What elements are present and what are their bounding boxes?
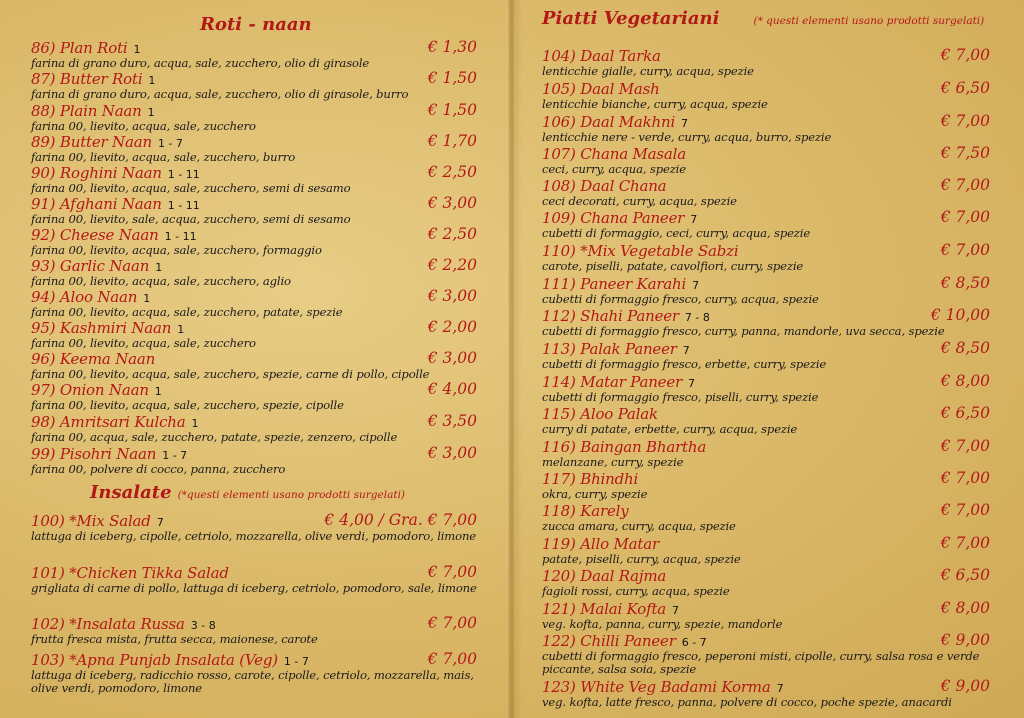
dish-price: € 8,50 <box>940 339 990 357</box>
dish-name: 96) Keema Naan <box>31 350 156 368</box>
dish-price: € 7,00 <box>940 534 990 552</box>
dish-ingredients: curry di patate, erbette, curry, acqua, spezie <box>542 422 798 436</box>
menu-item-header <box>31 69 510 88</box>
menu-item <box>512 599 1024 631</box>
dish-name: 93) Garlic Naan <box>31 257 150 275</box>
menu-item <box>512 677 1024 709</box>
dish-ingredients: lenticchie nere - verde, curry, acqua, burro, spezie <box>542 130 832 144</box>
dish-name: 89) Butter Naan <box>31 133 152 151</box>
vegetariani-title-row <box>542 8 984 29</box>
menu-item-header <box>31 650 510 669</box>
dish-name: 102) *Insalata Russa <box>31 615 185 633</box>
dish-name: 110) *Mix Vegetable Sabzi <box>542 242 739 260</box>
allergen-codes: 7 <box>681 117 689 130</box>
dish-name: 118) Karely <box>542 502 629 520</box>
dish-price: € 2,50 <box>427 225 477 243</box>
dish-price: € 7,00 <box>940 501 990 519</box>
dish-name: 91) Afghani Naan <box>31 195 162 213</box>
dish-price: € 2,00 <box>427 318 477 336</box>
menu-item-header <box>31 256 510 275</box>
menu-item-header <box>31 163 510 182</box>
dish-name: 105) Daal Mash <box>542 80 660 98</box>
dish-ingredients: lenticchie gialle, curry, acqua, spezie <box>542 64 754 78</box>
menu-item-header <box>31 225 510 244</box>
dish-name: 122) Chilli Paneer <box>542 632 676 650</box>
allergen-codes: 1 <box>147 106 155 119</box>
dish-name: 115) Aloo Palak <box>542 405 658 423</box>
menu-item <box>0 349 510 381</box>
dish-name: 112) Shahi Paneer <box>542 307 679 325</box>
menu-item-header <box>542 306 1024 325</box>
menu-item <box>0 256 510 288</box>
dish-ingredients: cubetti di formaggio fresco, peperoni misti, cipolle, curry, salsa rosa e verde piccante, salsa soia, spezie <box>542 649 980 676</box>
menu-item-header <box>542 534 1024 553</box>
dish-name: 92) Cheese Naan <box>31 226 159 244</box>
dish-ingredients: farina 00, lievito, acqua, sale, zucchero <box>31 336 256 350</box>
menu-item <box>512 501 1024 533</box>
allergen-codes: 1 <box>191 417 199 430</box>
allergen-codes: 7 <box>692 279 700 292</box>
allergen-codes: 1 <box>154 385 162 398</box>
menu-item-header <box>31 101 510 120</box>
dish-ingredients: lattuga di iceberg, radicchio rosso, carote, cipolle, cetriolo, mozzarella, mais, olive verdi, pomodoro, limone <box>31 668 474 695</box>
allergen-codes: 1 <box>148 74 156 87</box>
dish-name: 95) Kashmiri Naan <box>31 319 172 337</box>
menu-item <box>512 566 1024 598</box>
menu-item <box>512 176 1024 208</box>
dish-price: € 9,00 <box>940 677 990 695</box>
dish-price: € 9,00 <box>940 631 990 649</box>
allergen-codes: 7 <box>682 344 690 357</box>
menu-item-header <box>542 404 1024 423</box>
menu-item <box>0 650 510 694</box>
dish-price: € 7,00 <box>427 563 477 581</box>
menu-item <box>512 112 1024 144</box>
menu-item-header <box>542 79 1024 98</box>
dish-ingredients: cubetti di formaggio fresco, curry, acqua, spezie <box>542 292 819 306</box>
dish-price: € 7,00 <box>940 176 990 194</box>
allergen-codes: 1 - 11 <box>167 168 200 181</box>
menu-item-header <box>542 144 1024 163</box>
dish-ingredients: okra, curry, spezie <box>542 487 648 501</box>
menu-item <box>512 469 1024 501</box>
dish-price: € 7,00 <box>940 241 990 259</box>
dish-ingredients: farina 00, lievito, acqua, sale, zucchero, patate, spezie <box>31 305 343 319</box>
dish-name: 114) Matar Paneer <box>542 373 683 391</box>
menu-item <box>512 339 1024 371</box>
allergen-codes: 1 - 11 <box>164 230 197 243</box>
dish-price: € 3,00 <box>427 349 477 367</box>
menu-item-header <box>31 38 510 57</box>
menu-item <box>0 412 510 444</box>
menu-item <box>0 380 510 412</box>
menu-item-header <box>542 208 1024 227</box>
menu-item-header <box>542 599 1024 618</box>
menu-item <box>512 241 1024 273</box>
menu-item <box>512 534 1024 566</box>
menu-item <box>512 208 1024 240</box>
dish-name: 121) Malai Kofta <box>542 600 667 618</box>
dish-name: 88) Plain Naan <box>31 102 142 120</box>
menu-item-header <box>31 380 510 399</box>
menu-item <box>512 79 1024 111</box>
menu-item-header <box>542 176 1024 195</box>
menu-item-header <box>542 677 1024 696</box>
menu-item <box>0 225 510 257</box>
allergen-codes: 1 <box>143 292 151 305</box>
menu-item-header <box>31 563 510 582</box>
dish-price: € 4,00 <box>427 380 477 398</box>
dish-price: € 3,00 <box>427 444 477 462</box>
vegetariani-note: (* questi elementi usano prodotti surgelati) <box>753 15 985 27</box>
dish-ingredients: farina 00, lievito, acqua, sale, zucchero, spezie, cipolle <box>31 398 344 412</box>
menu-item-header <box>542 339 1024 358</box>
allergen-codes: 1 <box>133 43 141 56</box>
menu-item <box>0 614 510 646</box>
menu-item <box>512 631 1024 675</box>
insalate-title: Insalate <box>90 482 172 503</box>
dish-name: 100) *Mix Salad <box>31 512 151 530</box>
dish-price: € 3,00 <box>427 194 477 212</box>
dish-ingredients: zucca amara, curry, acqua, spezie <box>542 519 736 533</box>
menu-item <box>512 437 1024 469</box>
dish-ingredients: farina 00, lievito, acqua, sale, zucchero, burro <box>31 150 296 164</box>
roti-naan-title: Roti - naan <box>200 14 312 35</box>
dish-ingredients: cubetti di formaggio, ceci, curry, acqua, spezie <box>542 226 811 240</box>
menu-item <box>0 444 510 476</box>
dish-name: 86) Plan Roti <box>31 39 128 57</box>
dish-name: 90) Roghini Naan <box>31 164 162 182</box>
insalate-note: (*questi elementi usano prodotti surgelati) <box>177 489 406 501</box>
menu-item <box>0 563 510 595</box>
allergen-codes: 1 <box>155 261 163 274</box>
allergen-codes: 7 - 8 <box>684 311 710 324</box>
dish-ingredients: lenticchie bianche, curry, acqua, spezie <box>542 97 768 111</box>
dish-ingredients: veg. kofta, latte fresco, panna, polvere di cocco, poche spezie, anacardi <box>542 695 952 709</box>
dish-price: € 10,00 <box>930 306 990 324</box>
menu-item <box>0 318 510 350</box>
menu-item <box>512 274 1024 306</box>
dish-ingredients: farina 00, lievito, acqua, sale, zucchero, aglio <box>31 274 291 288</box>
left-page <box>0 0 510 718</box>
menu-item <box>512 46 1024 78</box>
dish-ingredients: fagioli rossi, curry, acqua, spezie <box>542 584 730 598</box>
dish-name: 101) *Chicken Tikka Salad <box>31 564 229 582</box>
dish-price: € 6,50 <box>940 566 990 584</box>
insalate-title-row <box>90 482 405 503</box>
menu-item-header <box>31 412 510 431</box>
dish-price: € 7,00 <box>427 650 477 668</box>
menu-item-header <box>542 112 1024 131</box>
dish-price: € 2,20 <box>427 256 477 274</box>
dish-price: € 7,50 <box>940 144 990 162</box>
dish-name: 107) Chana Masala <box>542 145 686 163</box>
dish-price: € 6,50 <box>940 404 990 422</box>
allergen-codes: 1 - 11 <box>167 199 200 212</box>
menu-item <box>0 511 510 543</box>
dish-name: 120) Daal Rajma <box>542 567 667 585</box>
menu-item-header <box>542 501 1024 520</box>
menu-item <box>512 144 1024 176</box>
menu-item <box>512 306 1024 338</box>
menu-item <box>0 69 510 101</box>
dish-price: € 4,00 / Gra. € 7,00 <box>324 511 477 529</box>
allergen-codes: 7 <box>672 604 680 617</box>
dish-price: € 2,50 <box>427 163 477 181</box>
dish-price: € 7,00 <box>940 208 990 226</box>
dish-ingredients: farina 00, polvere di cocco, panna, zucchero <box>31 462 286 476</box>
dish-name: 87) Butter Roti <box>31 70 143 88</box>
dish-ingredients: carote, piselli, patate, cavolfiori, curry, spezie <box>542 259 804 273</box>
menu-item <box>0 287 510 319</box>
dish-name: 119) Allo Matar <box>542 535 659 553</box>
menu-item <box>0 101 510 133</box>
dish-ingredients: patate, piselli, curry, acqua, spezie <box>542 552 741 566</box>
dish-ingredients: frutta fresca mista, frutta secca, maionese, carote <box>31 632 318 646</box>
allergen-codes: 1 - 7 <box>162 449 188 462</box>
dish-ingredients: ceci, curry, acqua, spezie <box>542 162 686 176</box>
right-page <box>512 0 1024 718</box>
dish-ingredients: melanzane, curry, spezie <box>542 455 684 469</box>
dish-price: € 7,00 <box>940 46 990 64</box>
dish-name: 103) *Apna Punjab Insalata (Veg) <box>31 651 278 669</box>
dish-name: 116) Baingan Bhartha <box>542 438 707 456</box>
dish-name: 97) Onion Naan <box>31 381 149 399</box>
menu-item-header <box>542 241 1024 260</box>
menu-item-header <box>542 372 1024 391</box>
menu-item <box>512 404 1024 436</box>
allergen-codes: 1 - 7 <box>157 137 183 150</box>
menu-item-header <box>31 444 510 463</box>
allergen-codes: 7 <box>690 213 698 226</box>
menu-item-header <box>31 287 510 306</box>
menu-item <box>0 194 510 226</box>
dish-ingredients: grigliata di carne di pollo, lattuga di iceberg, cetriolo, pomodoro, sale, limone <box>31 581 477 595</box>
dish-ingredients: farina 00, acqua, sale, zucchero, patate, spezie, zenzero, cipolle <box>31 430 398 444</box>
dish-price: € 3,00 <box>427 287 477 305</box>
dish-ingredients: farina 00, lievito, acqua, sale, zucchero, formaggio <box>31 243 322 257</box>
allergen-codes: 1 - 7 <box>283 655 309 668</box>
menu-item-header <box>542 631 1024 650</box>
dish-price: € 3,50 <box>427 412 477 430</box>
menu-item-header <box>31 318 510 337</box>
dish-price: € 7,00 <box>940 437 990 455</box>
dish-ingredients: farina 00, lievito, acqua, sale, zucchero, semi di sesamo <box>31 181 351 195</box>
menu-item <box>512 372 1024 404</box>
menu-item-header <box>31 511 510 530</box>
dish-ingredients: veg. kofta, panna, curry, spezie, mandorle <box>542 617 783 631</box>
menu-item-header <box>542 274 1024 293</box>
dish-ingredients: farina di grano duro, acqua, sale, zucchero, olio di girasole, burro <box>31 87 409 101</box>
dish-price: € 8,00 <box>940 372 990 390</box>
dish-price: € 1,50 <box>427 69 477 87</box>
dish-name: 106) Daal Makhni <box>542 113 676 131</box>
dish-name: 99) Pisohri Naan <box>31 445 157 463</box>
dish-price: € 7,00 <box>427 614 477 632</box>
dish-ingredients: cubetti di formaggio fresco, piselli, curry, spezie <box>542 390 819 404</box>
menu-item-header <box>542 437 1024 456</box>
dish-price: € 1,30 <box>427 38 477 56</box>
allergen-codes: 6 - 7 <box>681 636 707 649</box>
dish-name: 113) Palak Paneer <box>542 340 677 358</box>
dish-ingredients: farina 00, lievito, acqua, sale, zucchero <box>31 119 256 133</box>
dish-price: € 6,50 <box>940 79 990 97</box>
dish-name: 108) Daal Chana <box>542 177 667 195</box>
allergen-codes: 1 <box>177 323 185 336</box>
menu-item-header <box>542 566 1024 585</box>
dish-ingredients: lattuga di iceberg, cipolle, cetriolo, mozzarella, olive verdi, pomodoro, limone <box>31 529 477 543</box>
dish-price: € 8,50 <box>940 274 990 292</box>
menu-item-header <box>31 614 510 633</box>
dish-price: € 1,70 <box>427 132 477 150</box>
dish-ingredients: ceci decorati, curry, acqua, spezie <box>542 194 737 208</box>
menu-item-header <box>31 132 510 151</box>
dish-ingredients: farina di grano duro, acqua, sale, zucchero, olio di girasole <box>31 56 370 70</box>
dish-ingredients: cubetti di formaggio fresco, curry, panna, mandorle, uva secca, spezie <box>542 324 945 338</box>
menu-item-header <box>542 46 1024 65</box>
dish-name: 111) Paneer Karahi <box>542 275 687 293</box>
dish-price: € 8,00 <box>940 599 990 617</box>
vegetariani-title: Piatti Vegetariani <box>542 8 720 29</box>
dish-price: € 1,50 <box>427 101 477 119</box>
dish-ingredients: cubetti di formaggio fresco, erbette, curry, spezie <box>542 357 827 371</box>
dish-name: 117) Bhindhi <box>542 470 639 488</box>
dish-name: 123) White Veg Badami Korma <box>542 678 771 696</box>
menu-item-header <box>31 194 510 213</box>
allergen-codes: 7 <box>156 516 164 529</box>
dish-name: 94) Aloo Naan <box>31 288 138 306</box>
menu-item <box>0 132 510 164</box>
menu-item-header <box>542 469 1024 488</box>
menu-item-header <box>31 349 510 368</box>
dish-price: € 7,00 <box>940 112 990 130</box>
dish-name: 104) Daal Tarka <box>542 47 661 65</box>
dish-ingredients: farina 00, lievito, sale, acqua, zucchero, semi di sesamo <box>31 212 351 226</box>
allergen-codes: 7 <box>688 377 696 390</box>
dish-name: 98) Amritsari Kulcha <box>31 413 186 431</box>
allergen-codes: 7 <box>776 682 784 695</box>
menu-item <box>0 163 510 195</box>
dish-price: € 7,00 <box>940 469 990 487</box>
dish-ingredients: farina 00, lievito, acqua, sale, zucchero, spezie, carne di pollo, cipolle <box>31 367 430 381</box>
allergen-codes: 3 - 8 <box>190 619 216 632</box>
menu-item <box>0 38 510 70</box>
dish-name: 109) Chana Paneer <box>542 209 685 227</box>
